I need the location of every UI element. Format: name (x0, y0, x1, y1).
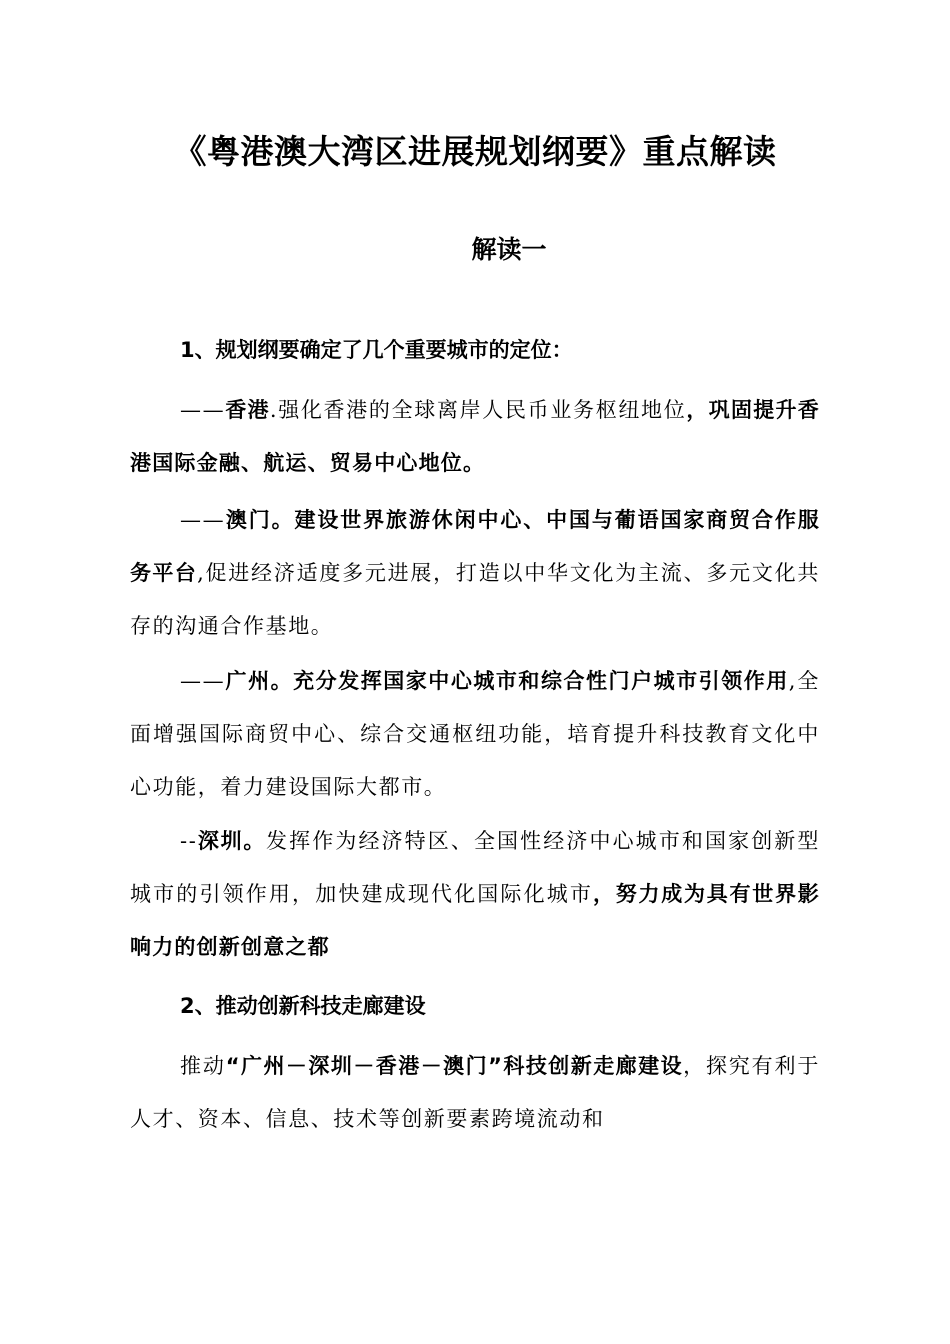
text-segment: ,全面增强国际商贸中心、综合交通枢纽功能，培育提升科技教育文化中心功能，着力建设国际大都市。 (130, 669, 820, 799)
paragraph-hongkong (130, 384, 820, 490)
dash: —— (180, 669, 226, 693)
paragraph-corridor (130, 1040, 820, 1146)
section-2-heading: 2、推动创新科技走廊建设 (180, 994, 426, 1018)
paragraph-shenzhen (130, 815, 820, 974)
bold-segment: ，努力成为具有世界影响力的创新创意之都 (130, 882, 821, 959)
city-name-hongkong: 香港 (225, 398, 270, 422)
paragraph-guangzhou (130, 655, 820, 814)
text-segment: ，探究有利于人才、资本、信息、技术等创新要素跨境流动和 (130, 1054, 820, 1131)
bold-segment: ，巩固提升香港国际金融、航运、贸易中心地位。 (130, 398, 820, 475)
text-segment: ,促进经济适度多元进展，打造以中华文化为主流、多元文化共存的沟通合作基地。 (130, 561, 820, 638)
city-name-shenzhen: 深圳。 (197, 829, 267, 853)
bold-segment: “广州－深圳－香港－澳门”科技创新走廊建设 (225, 1054, 684, 1078)
dash: —— (180, 508, 226, 532)
section-1-heading: 1、规划纲要确定了几个重要城市的定位： (180, 338, 573, 362)
dash: —— (180, 398, 226, 422)
document-subtitle: 解读一 (471, 235, 547, 264)
bold-segment: 澳门。建设世界旅游休闲中心、中国与葡语国家商贸合作服务平台 (130, 508, 820, 585)
text-segment: 推动 (180, 1054, 226, 1078)
paragraph-macau (130, 494, 820, 653)
document-title: 《粤港澳大湾区进展规划纲要》重点解读 (173, 132, 777, 171)
bold-segment: 广州。充分发挥国家中心城市和综合性门户城市引领作用 (225, 669, 789, 693)
text-segment: 发挥作为经济特区、全国性经济中心城市和国家创新型城市的引领作用，加快建成现代化国际化城市 (130, 829, 820, 906)
text-segment: .强化香港的全球离岸人民币业务枢纽地位 (269, 398, 687, 422)
dash: -- (180, 829, 198, 853)
